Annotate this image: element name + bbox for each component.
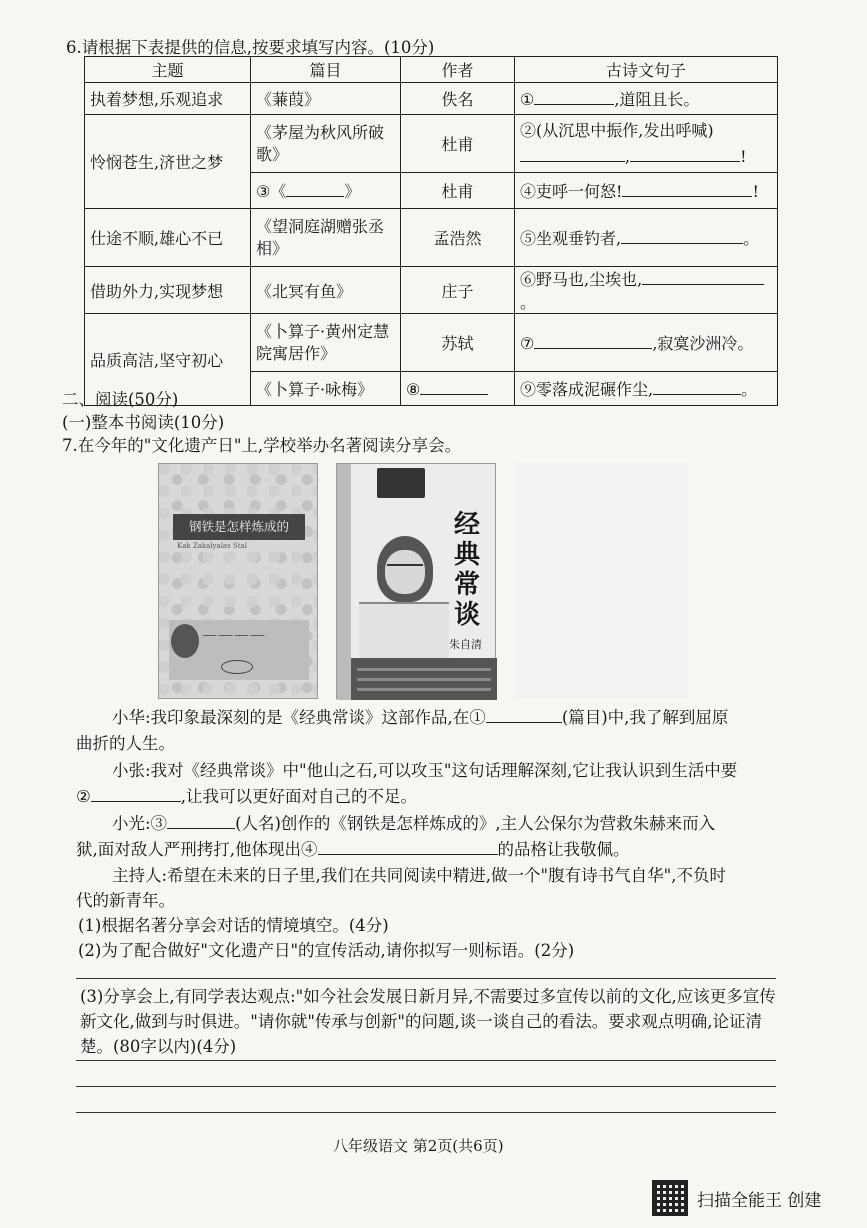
answer-blank-7[interactable] [534, 333, 652, 349]
dialogue-host: 主持人:希望在未来的日子里,我们在共同阅读中精进,做一个"腹有诗书气自华",不负时 [112, 866, 726, 885]
theme-cell: 借助外力,实现梦想 [85, 267, 251, 314]
author-cell: 杜甫 [401, 173, 515, 209]
theme-cell: 怜悯苍生,济世之梦 [85, 115, 251, 209]
answer-blank-1[interactable] [534, 89, 614, 105]
dialogue-text: ② [76, 787, 91, 806]
theme-cell: 仕途不顺,雄心不已 [85, 209, 251, 267]
dialogue-text: (人名)创作的《钢铁是怎样炼成的》,主人公保尔为营救朱赫来而入 [235, 814, 716, 833]
author-cell: 庄子 [401, 267, 515, 314]
book-cover-steel [158, 463, 318, 699]
line-cell [515, 372, 778, 406]
line-cell [515, 173, 778, 209]
page-footer: 八年级语文 第2页(共6页) [333, 1137, 504, 1155]
line-text: ⑤坐观垂钓者, [520, 229, 622, 248]
table-of-contents-image [514, 463, 688, 699]
line-text: 。 [743, 229, 760, 248]
line-text: ⑥野马也,尘埃也, [520, 270, 643, 289]
portrait-body [359, 602, 449, 658]
theme-cell: 执着梦想,乐观追求 [85, 83, 251, 115]
book-cover-classics [336, 463, 496, 699]
cover-text-line [357, 688, 491, 691]
author-cell: 孟浩然 [401, 209, 515, 267]
book-spine [337, 464, 351, 700]
answer-blank-7-1[interactable] [486, 707, 562, 724]
answer-blank-2a[interactable] [520, 146, 625, 162]
book-author-classics: 朱自清 [449, 638, 482, 651]
cover-label-icon [377, 468, 425, 498]
line-cell [515, 267, 778, 314]
dialogue-xiaohua-cont: 曲折的人生。 [76, 734, 175, 753]
answer-line[interactable] [76, 1086, 776, 1087]
answer-line[interactable] [76, 1112, 776, 1113]
line-text: ⑨零落成泥碾作尘, [520, 380, 654, 399]
theme-cell: 品质高洁,坚守初心 [85, 314, 251, 406]
dialogue-xiaoguang [112, 812, 715, 836]
line-text: ②(从沉思中振作,发出呼喊) [520, 120, 714, 140]
line-text: ,道阻且长。 [614, 90, 700, 109]
author-cell: 杜甫 [401, 115, 515, 173]
table-row [85, 314, 778, 372]
header-title: 篇目 [251, 57, 401, 83]
line-text: ① [520, 90, 535, 109]
answer-blank-7-3[interactable] [167, 813, 235, 830]
answer-blank-7-2[interactable] [91, 786, 181, 803]
table-header-row [85, 57, 778, 83]
dialogue-text: 狱,面对敌人严刑拷打,他体现出④ [76, 840, 318, 859]
question-7-intro: 7.在今年的"文化遗产日"上,学校举办名著阅读分享会。 [62, 436, 462, 455]
author-cell: 佚名 [401, 83, 515, 115]
table-row [85, 267, 778, 314]
line-text: ! [740, 146, 747, 166]
title-text: 》 [344, 182, 361, 201]
line-text: 。 [520, 293, 537, 312]
cover-text-line [357, 668, 491, 671]
cover-fine-print: ─── ─── ─── ─── [203, 631, 265, 640]
title-cell: 《望洞庭湖赠张丞相》 [251, 209, 401, 267]
title-cell: 《茅屋为秋风所破歌》 [251, 115, 401, 173]
glasses-icon [387, 564, 423, 572]
dialogue-xiaoguang-cont [76, 838, 630, 862]
book-title-classics: 经典常谈 [453, 510, 480, 630]
answer-blank-5[interactable] [621, 228, 743, 244]
answer-blank-9[interactable] [653, 379, 741, 395]
line-text: ,寂寞沙洲冷。 [652, 334, 754, 353]
answer-blank-3[interactable] [286, 181, 344, 197]
header-lines: 古诗文句子 [515, 57, 778, 83]
line-cell [515, 209, 778, 267]
scanner-watermark: 扫描全能王 创建 [697, 1191, 822, 1211]
dialogue-xiaozhang: 小张:我对《经典常谈》中"他山之石,可以攻玉"这句话理解深刻,它让我认识到生活中要 [112, 761, 738, 780]
cover-text-line [357, 678, 491, 681]
sub-question-3: (3)分享会上,有同学表达观点:"如今社会发展日新月异,不需要过多宣传以前的文化,应该更多宣传新文化,做到与时俱进。"请你就"传承与创新"的问题,谈一谈自己的看法。要求观点明确,论证清楚。(80字以内)(4分) [80, 987, 776, 1056]
answer-blank-4[interactable] [622, 181, 752, 197]
title-cell: 《卜算子·咏梅》 [251, 372, 401, 406]
line-text: ! [752, 182, 759, 201]
title-text: ③《 [256, 182, 287, 201]
header-theme: 主题 [85, 57, 251, 83]
question-6-title: 6.请根据下表提供的信息,按要求填写内容。(10分) [66, 38, 435, 57]
sub-question-1: (1)根据名著分享会对话的情境填空。(4分) [78, 916, 389, 935]
author-cell: 苏轼 [401, 314, 515, 372]
author-portrait-icon [171, 624, 199, 658]
line-cell [515, 83, 778, 115]
section-2a-heading: (一)整本书阅读(10分) [62, 413, 225, 432]
table-row [85, 209, 778, 267]
dialogue-xiaohua [112, 706, 728, 730]
answer-blank-2b[interactable] [630, 146, 740, 162]
publisher-logo-icon [221, 660, 253, 674]
sub-question-2: (2)为了配合做好"文化遗产日"的宣传活动,请你拟写一则标语。(2分) [78, 941, 575, 960]
table-row [85, 83, 778, 115]
poem-table [84, 56, 778, 406]
line-text: 。 [741, 380, 758, 399]
line-text: , [625, 146, 631, 166]
dialogue-text: 的品格让我敬佩。 [497, 840, 630, 859]
answer-blank-8[interactable] [420, 379, 488, 395]
line-text: ④吏呼一何怒! [520, 182, 623, 201]
answer-line-slogan[interactable] [76, 978, 776, 979]
answer-blank-6[interactable] [642, 269, 764, 285]
table-row [85, 115, 778, 173]
dialogue-text: 小华:我印象最深刻的是《经典常谈》这部作品,在① [112, 708, 486, 727]
dialogue-text: (篇目)中,我了解到屈原 [561, 708, 729, 727]
answer-blank-7-4[interactable] [318, 839, 498, 856]
dialogue-text: 小光:③ [112, 814, 168, 833]
title-cell: 《北冥有鱼》 [251, 267, 401, 314]
author-cell [401, 372, 515, 406]
line-text: ⑦ [520, 334, 535, 353]
author-text: ⑧ [406, 379, 421, 399]
qr-code-icon [652, 1180, 688, 1216]
line-cell [515, 314, 778, 372]
line-cell [515, 115, 778, 173]
book-title-steel: 钢铁是怎样炼成的 [173, 514, 305, 540]
header-author: 作者 [401, 57, 515, 83]
section-2-heading: 二、阅读(50分) [62, 390, 179, 409]
title-cell: 《蒹葭》 [251, 83, 401, 115]
dialogue-xiaozhang-cont [76, 785, 417, 809]
answer-line[interactable] [76, 1060, 776, 1061]
book-subtitle-placeholder: Kak Zakalyalas Stal [177, 542, 247, 550]
dialogue-host-cont: 代的新青年。 [76, 891, 175, 910]
title-cell [251, 173, 401, 209]
portrait-face-icon [385, 550, 425, 594]
title-cell: 《卜算子·黄州定慧院寓居作》 [251, 314, 401, 372]
dialogue-text: ,让我可以更好面对自己的不足。 [180, 787, 418, 806]
